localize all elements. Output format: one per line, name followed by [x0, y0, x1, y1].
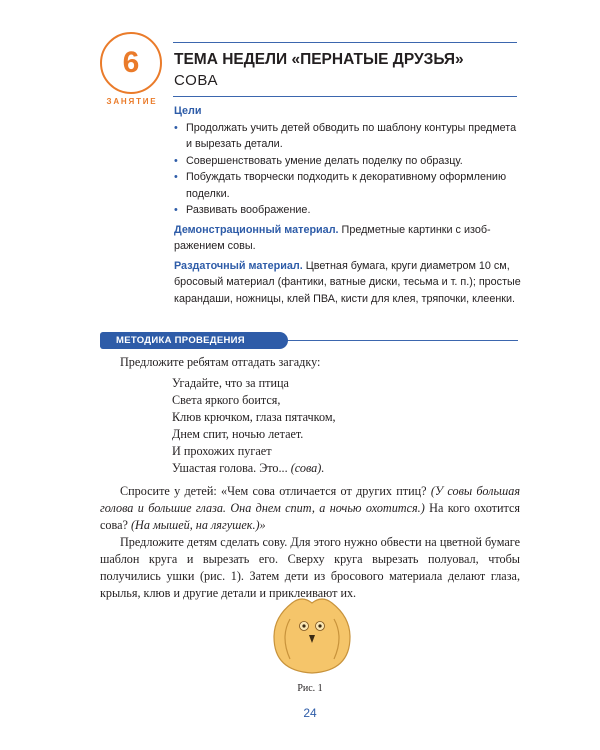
demo-material-text: Предметные картинки с изображением совы. — [174, 223, 491, 252]
riddle-intro: Предложите ребятам отгадать загадку: — [120, 355, 321, 369]
poem-line: Клюв крючком, глаза пятачком, — [172, 410, 336, 424]
figure-caption: Рис. 1 — [297, 683, 323, 694]
goals-section — [174, 103, 522, 307]
header-bottom-rule — [173, 96, 517, 97]
question-paragraph — [100, 483, 520, 534]
lesson-label: ЗАНЯТИЕ — [106, 97, 158, 106]
lesson-number-badge — [100, 32, 162, 94]
poem-line-last — [172, 460, 520, 477]
poem-line: И прохожих пугает — [172, 444, 272, 458]
poem-answer: (сова). — [287, 461, 325, 475]
poem-line-text: Ушастая голова. Это... — [172, 461, 288, 475]
owl-right-pupil — [318, 624, 321, 627]
goal-item: • Продолжать учить детей обводить по шаблону контуры предмета и вырезать детали. — [174, 120, 522, 153]
handout-material-label: Раздаточный материал. — [174, 259, 303, 272]
poem-line: Угадайте, что за птица — [172, 376, 289, 390]
method-section-header — [100, 332, 518, 349]
riddle-poem — [100, 375, 520, 477]
demo-material — [174, 222, 522, 255]
goals-heading: Цели — [174, 105, 202, 117]
goal-item: • Развивать воображение. — [174, 202, 522, 219]
page-number: 24 — [303, 706, 317, 720]
lesson-body — [100, 354, 520, 602]
question-text-1: Спросите у детей: «Чем сова отличается от других птиц? — [120, 484, 427, 498]
goal-item: • Побуждать творчески подходить к декоративному оформлению поделки. — [174, 169, 522, 202]
poem-line: Света яркого боится, — [172, 393, 281, 407]
method-title: МЕТОДИКА ПРОВЕДЕНИЯ — [100, 332, 288, 349]
lesson-number: 6 — [122, 46, 140, 79]
week-theme-title: ТЕМА НЕДЕЛИ «ПЕРНАТЫЕ ДРУЗЬЯ» — [174, 51, 464, 68]
instruction-paragraph: Предложите детям сделать сову. Для этого нужно обвести на цветной бумаге шаблон круга и вырезать его. Сверху круга вырезать полуовал, чтобы получились ушки (рис. 1). Затем дети из бросового материала делают глаза, крылья, клюв и другие детали и приклеивают их. — [100, 535, 520, 600]
poem-line: Днем спит, ночью летает. — [172, 427, 304, 441]
header-top-rule — [173, 42, 517, 43]
goal-item: • Совершенствовать умение делать поделку по образцу. — [174, 153, 522, 170]
handout-material-text: Цветная бумага, круги диаметром 10 см, бросовый материал (фантики, ватные диски, тесьма и т. п.); простые карандаши, ножницы, клей ПВА, кисти для клея, тряпочки, клеенки. — [174, 259, 521, 305]
question-text-2: На кого охотится сова? — [100, 501, 520, 532]
question-answer-2: (На мышей, на лягушек.)» — [127, 518, 266, 532]
owl-illustration — [270, 593, 354, 675]
owl-left-pupil — [302, 624, 305, 627]
handout-material — [174, 258, 522, 308]
question-answer-1: (У совы большая голова и большие глаза. Она днем спит, а ночью охотится.) — [100, 484, 520, 515]
lesson-topic: СОВА — [174, 72, 219, 89]
demo-material-label: Демонстрационный материал. — [174, 223, 339, 236]
